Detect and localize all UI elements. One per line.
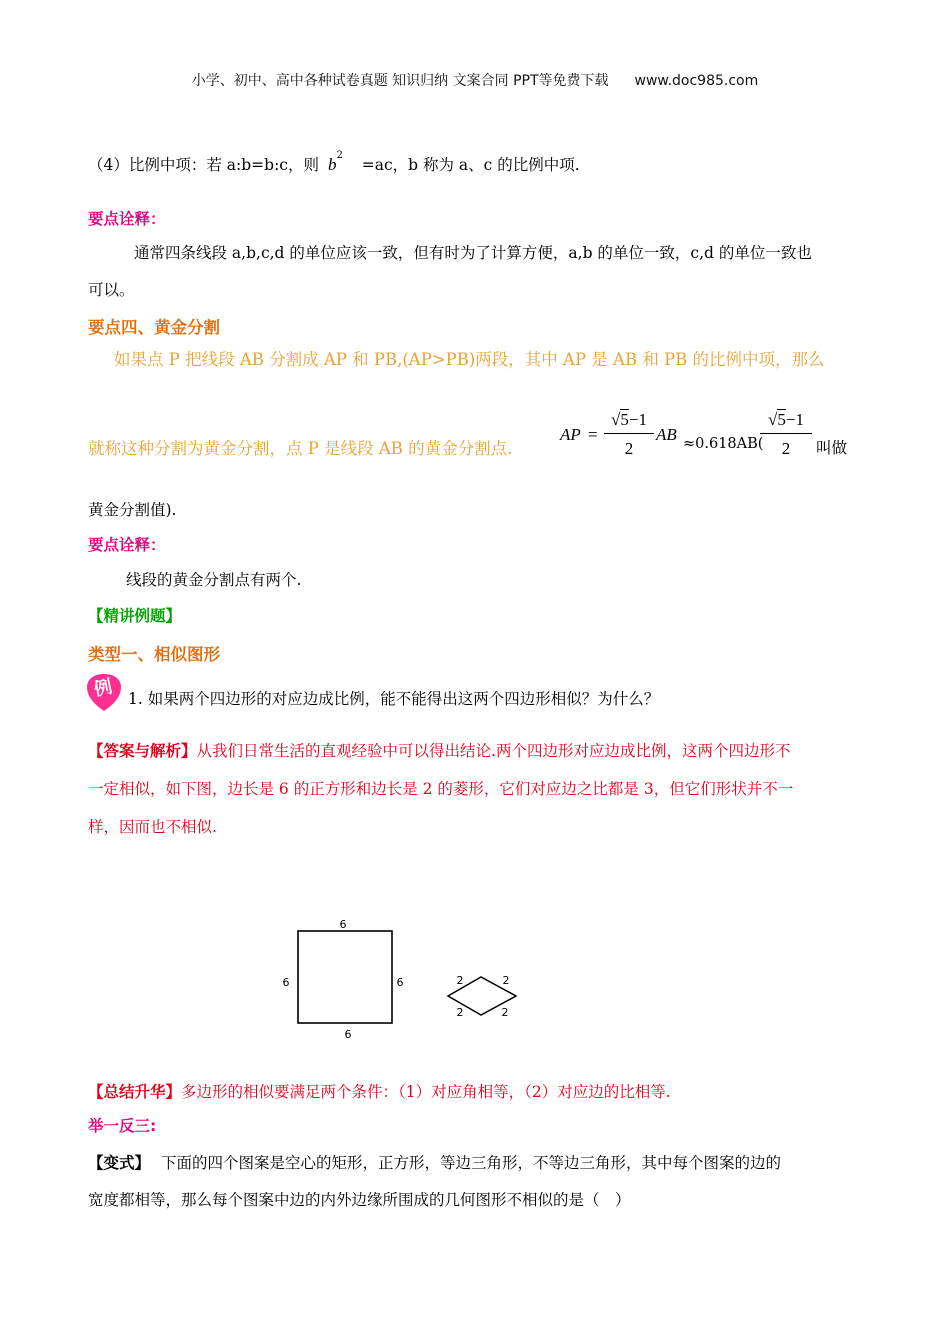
note1-line2: 可以。 <box>88 281 135 299</box>
variant-line2: 宽度都相等，那么每个图案中边的内外边缘所围成的几何图形不相似的是（ ） <box>88 1191 631 1209</box>
fraction-bar-2 <box>760 433 812 434</box>
answer-text-1: 从我们日常生活的直观经验中可以得出结论.两个四边形对应边成比例，这两个四边形不 <box>196 742 791 760</box>
square-label-top: 6 <box>339 918 347 931</box>
formula-num2-rest: −1 <box>785 410 804 429</box>
sqrt-icon: √ <box>611 410 621 429</box>
formula-approx: ≈0.618AB( <box>683 436 764 452</box>
summary-text: 多边形的相似要满足两个条件：（1）对应角相等，（2）对应边的比相等. <box>181 1083 671 1101</box>
section4-line3: 黄金分割值). <box>88 501 177 519</box>
rhombus-label-tl: 2 <box>456 974 464 987</box>
answer-line1 <box>88 739 790 761</box>
formula-num2-root: 5 <box>777 410 786 429</box>
square-rhombus-figure <box>270 910 540 1045</box>
variant-text-1: 下面的四个图案是空心的矩形，正方形，等边三角形，不等边三角形，其中每个图案的边的 <box>160 1154 781 1172</box>
formula-ab: AB <box>656 425 677 444</box>
example-badge-label: 例 <box>92 676 115 701</box>
section4-heading: 要点四、黄金分割 <box>88 318 220 337</box>
note1-line1: 通常四条线段 a,b,c,d 的单位应该一致，但有时为了计算方便，a,b 的单位一致，c,d 的单位一致也 <box>134 244 812 262</box>
examples-heading: 【精讲例题】 <box>88 607 182 625</box>
note1-label: 要点诠释： <box>88 210 166 228</box>
example-badge-icon <box>86 673 122 713</box>
item4-text-a: （4）比例中项：若 a:b=b:c，则 <box>88 156 319 175</box>
answer-line3: 样，因而也不相似. <box>88 818 217 836</box>
summary-label: 【总结升华】 <box>88 1083 182 1101</box>
square-label-right: 6 <box>396 976 404 989</box>
formula-den: 2 <box>624 439 634 458</box>
note2-text: 线段的黄金分割点有两个. <box>126 571 302 589</box>
item4-sup: 2 <box>336 150 343 161</box>
variant-label: 【变式】 <box>88 1154 151 1172</box>
item4-b-var: b <box>327 155 337 175</box>
square-label-bottom: 6 <box>344 1028 352 1041</box>
practice-heading: 举一反三: <box>88 1117 157 1135</box>
note2-label: 要点诠释： <box>88 536 166 554</box>
rhombus-label-br: 2 <box>501 1006 509 1019</box>
example1-question: 1. 如果两个四边形的对应边成比例，能不能得出这两个四边形相似？为什么？ <box>128 690 660 708</box>
section4-line1: 如果点 P 把线段 AB 分割成 AP 和 PB,(AP>PB)两段，其中 AP 是 AB 和 PB 的比例中项，那么 <box>114 350 825 369</box>
page-header <box>0 70 950 90</box>
summary-line <box>88 1080 671 1102</box>
rhombus-label-tr: 2 <box>502 974 510 987</box>
formula-lhs: AP <box>560 425 581 444</box>
variant-line1 <box>88 1153 781 1173</box>
formula-numerator <box>604 410 654 430</box>
section4-line2: 就称这种分割为黄金分割，点 P 是线段 AB 的黄金分割点. <box>88 439 513 458</box>
answer-line2: 一定相似，如下图，边长是 6 的正方形和边长是 2 的菱形，它们对应边之比都是 3，但它们形状并不一 <box>88 780 794 798</box>
formula-eq: = <box>588 425 598 444</box>
item4-text-b: =ac，b 称为 a、c 的比例中项. <box>361 156 580 175</box>
formula-numerator-2 <box>760 410 812 430</box>
square-shape <box>298 931 392 1023</box>
square-label-left: 6 <box>282 976 290 989</box>
item4-line <box>88 152 580 175</box>
answer-label: 【答案与解析】 <box>88 742 197 760</box>
header-title: 小学、初中、高中各种试卷真题 知识归纳 文案合同 PPT等免费下载 <box>191 73 609 89</box>
fraction-bar <box>604 433 654 434</box>
formula-den-2: 2 <box>781 439 791 458</box>
type1-heading: 类型一、相似图形 <box>88 645 220 664</box>
formula-tail: 叫做 <box>816 439 848 457</box>
sqrt-icon: √ <box>768 410 778 429</box>
formula-num-rest: −1 <box>628 410 647 429</box>
header-url[interactable]: www.doc985.com <box>634 73 759 89</box>
formula-num-root: 5 <box>620 410 629 429</box>
rhombus-label-bl: 2 <box>456 1006 464 1019</box>
